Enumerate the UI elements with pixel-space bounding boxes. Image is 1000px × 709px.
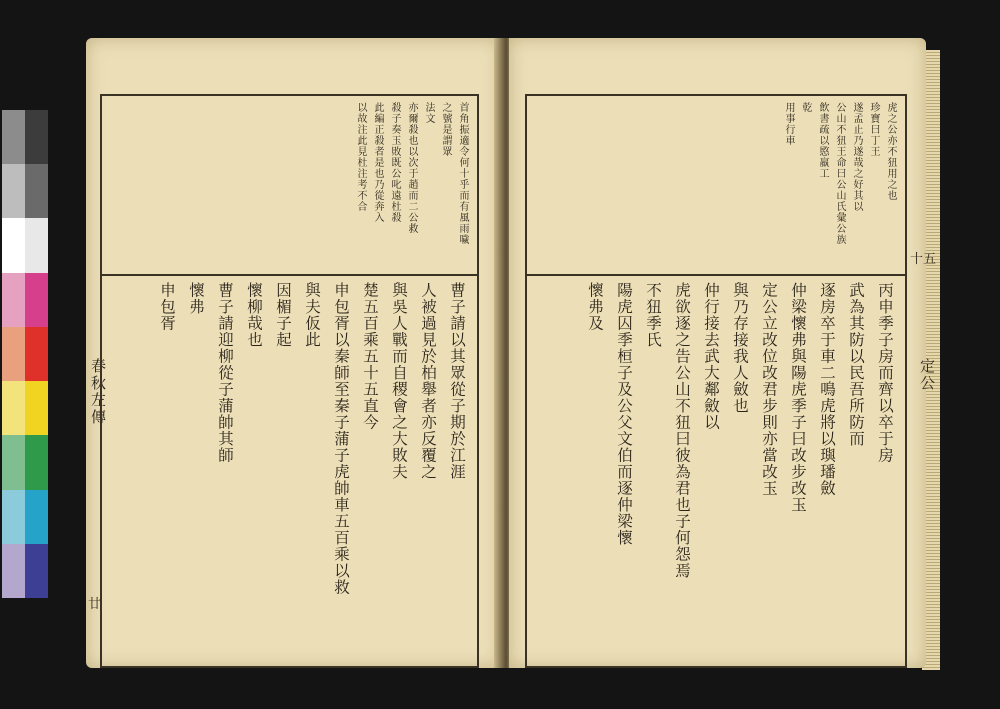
right-page-number: 十五 <box>909 252 936 267</box>
text-column: 仲行接去武大鄰斂以 <box>702 282 720 431</box>
right-text-frame <box>525 94 907 668</box>
left-running-head: 春秋左傳 <box>89 358 107 426</box>
text-column: 楚五百乘五十五直今 <box>361 282 379 431</box>
text-column: 首角振適令何十乎而有風雨噦 <box>457 102 468 245</box>
color-swatch <box>25 490 48 544</box>
right-main-text <box>533 282 899 658</box>
text-column: 法文 <box>423 102 434 124</box>
text-column: 乾 <box>800 102 811 113</box>
text-column: 申包胥以秦師至秦子蒲子虎帥車五百乘以救 <box>332 282 350 596</box>
text-column: 曹子請迎柳從子蒲帥其師 <box>216 282 234 464</box>
text-column: 與乃存接我人斂也 <box>731 282 749 414</box>
text-column: 丙申季子房而齊以卒于房 <box>876 282 894 464</box>
color-chart-row <box>2 381 48 435</box>
color-swatch <box>25 164 48 218</box>
color-chart-row <box>2 110 48 164</box>
color-swatch <box>2 544 25 598</box>
color-swatch <box>2 435 25 489</box>
color-chart-row <box>2 164 48 218</box>
right-page <box>509 38 936 668</box>
text-column: 申包胥 <box>158 282 176 332</box>
color-chart-row <box>2 273 48 327</box>
left-page <box>86 38 501 668</box>
left-commentary-notes <box>108 102 471 268</box>
text-column: 之號是謂眾 <box>440 102 451 157</box>
color-swatch <box>2 327 25 381</box>
text-column: 與夫仮此 <box>303 282 321 348</box>
color-swatch <box>25 544 48 598</box>
text-column: 與吳人戰而自稷會之大敗夫 <box>390 282 408 480</box>
color-swatch <box>25 273 48 327</box>
text-column: 因楣子起 <box>274 282 292 348</box>
left-page-number: 廿 <box>88 597 102 612</box>
color-swatch <box>25 327 48 381</box>
right-commentary-notes <box>533 102 899 268</box>
text-column: 遂孟止乃遂哉之好其以 <box>851 102 862 212</box>
text-column: 陽虎囚季桓子及公父文伯而逐仲梁懷 <box>615 282 633 546</box>
text-column: 逐房卒于車二鳴虎將以璵璠斂 <box>818 282 836 497</box>
color-chart-row <box>2 544 48 598</box>
text-column: 以故注此見杜注考不合 <box>355 102 366 212</box>
text-column: 珍寶曰丁王 <box>868 102 879 157</box>
text-column: 人被過見於柏舉者亦反覆之 <box>419 282 437 480</box>
text-column: 用事行車 <box>783 102 794 146</box>
color-chart-row <box>2 218 48 272</box>
text-column: 此編正殺者是也乃從奔入 <box>372 102 383 223</box>
color-swatch <box>2 490 25 544</box>
text-column: 武為其防以民吾所防而 <box>847 282 865 447</box>
right-running-head: 定公 <box>918 358 936 392</box>
text-column: 仲梁懷弗與陽虎季子曰改步改玉 <box>789 282 807 513</box>
text-column: 懷弗 <box>187 282 205 315</box>
left-register-divider <box>102 274 477 276</box>
text-column: 曹子請以其眾從子期於江涯 <box>448 282 466 480</box>
text-column: 亦爾殺也以次于趙而二公救 <box>406 102 417 234</box>
color-chart-row <box>2 435 48 489</box>
color-chart-row <box>2 327 48 381</box>
left-text-frame <box>100 94 479 668</box>
text-column: 懷柳哉也 <box>245 282 263 348</box>
right-register-divider <box>527 274 905 276</box>
color-swatch <box>25 218 48 272</box>
color-swatch <box>25 435 48 489</box>
text-column: 虎欲逐之告公山不狃曰彼為君也子何怨焉 <box>673 282 691 579</box>
open-book <box>86 30 936 680</box>
text-column: 殺子奏玉敗既公叱遠杜殺 <box>389 102 400 223</box>
color-swatch <box>2 218 25 272</box>
color-swatch <box>2 381 25 435</box>
text-column: 飲書疏以愍羸工 <box>817 102 828 179</box>
color-swatch <box>25 110 48 164</box>
text-column: 不狃季氏 <box>644 282 662 348</box>
text-column: 定公立改位改君步則亦當改玉 <box>760 282 778 497</box>
left-main-text <box>108 282 471 658</box>
text-column: 虎之公亦不狃用之也 <box>885 102 896 201</box>
color-swatch <box>2 110 25 164</box>
color-swatch <box>2 164 25 218</box>
text-column: 公山不狃王命曰公山氏彙公族 <box>834 102 845 245</box>
text-column: 懷弗及 <box>586 282 604 332</box>
color-chart-row <box>2 490 48 544</box>
color-calibration-chart <box>2 110 48 598</box>
color-swatch <box>2 273 25 327</box>
color-swatch <box>25 381 48 435</box>
